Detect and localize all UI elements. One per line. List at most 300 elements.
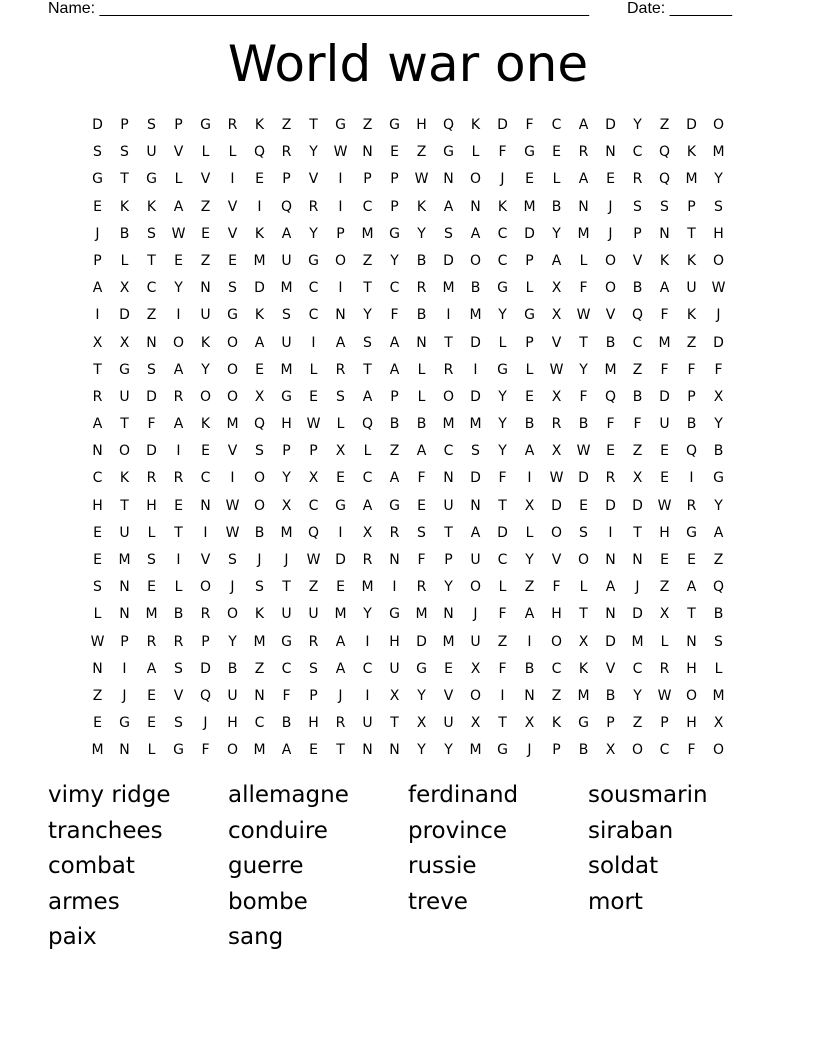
grid-letter: A [389, 470, 400, 487]
grid-letter: G [389, 225, 400, 242]
grid-letter: E [228, 252, 237, 269]
grid-letter: X [470, 660, 481, 677]
grid-letter: S [660, 198, 669, 215]
grid-letter: I [230, 171, 235, 188]
grid-letter: G [389, 606, 400, 623]
grid-letter: T [120, 171, 129, 188]
grid-letter: E [552, 144, 561, 161]
grid-letter: P [552, 742, 561, 759]
grid-letter: Y [525, 552, 534, 568]
grid-letter: A [470, 225, 481, 242]
grid-letter: W [576, 443, 591, 460]
grid-letter: D [335, 552, 346, 568]
grid-letter: Z [92, 687, 103, 704]
grid-letter: I [365, 633, 370, 650]
grid-letter: C [362, 470, 373, 487]
grid-letter: V [551, 334, 562, 351]
grid-letter: R [632, 171, 643, 188]
grid-letter: R [578, 144, 589, 161]
grid-letter: L [498, 334, 507, 351]
grid-letter: C [497, 552, 508, 568]
grid-letter: R [335, 715, 346, 732]
grid-letter: X [389, 687, 400, 704]
grid-letter: N [443, 171, 454, 188]
grid-letter: P [390, 171, 399, 188]
grid-letter: U [443, 497, 454, 514]
grid-letter: L [174, 171, 183, 188]
grid-letter: N [605, 606, 616, 623]
grid-letter: I [527, 633, 532, 650]
grid-letter: K [200, 416, 211, 433]
grid-letter: D [605, 117, 616, 133]
grid-letter: I [122, 660, 127, 677]
grid-letter: Y [714, 171, 723, 188]
grid-letter: W [225, 497, 240, 514]
grid-letter: T [363, 361, 372, 378]
grid-letter: E [93, 715, 102, 732]
grid-letter: B [470, 280, 481, 297]
grid-letter: S [228, 552, 237, 568]
grid-letter: N [92, 443, 103, 460]
grid-letter: V [173, 687, 184, 704]
grid-letter: N [524, 687, 535, 704]
grid-letter: Q [361, 416, 374, 433]
grid-letter: G [443, 144, 454, 161]
grid-letter: G [524, 144, 535, 161]
grid-letter: G [146, 171, 157, 188]
grid-letter: A [389, 361, 400, 378]
grid-letter: D [605, 633, 616, 650]
grid-letter: H [551, 606, 562, 623]
grid-letter: G [497, 361, 508, 378]
grid-letter: X [362, 524, 373, 541]
grid-letter: X [524, 715, 535, 732]
grid-letter: V [200, 171, 211, 188]
grid-letter: Q [712, 579, 725, 596]
grid-letter: L [525, 524, 534, 541]
grid-letter: B [605, 687, 616, 704]
grid-letter: L [201, 144, 210, 161]
grid-letter: N [389, 552, 400, 568]
grid-letter: U [119, 524, 130, 541]
grid-letter: V [227, 443, 238, 460]
grid-letter: A [470, 524, 481, 541]
word-list-item: treve [408, 888, 468, 915]
grid-letter: D [146, 388, 157, 405]
letter-grid [84, 112, 732, 765]
grid-letter: A [335, 633, 346, 650]
grid-letter: P [309, 687, 318, 704]
word-list [48, 778, 768, 956]
grid-letter: B [605, 334, 616, 351]
grid-letter: K [686, 252, 697, 269]
grid-letter: S [174, 715, 183, 732]
grid-letter: T [93, 361, 102, 378]
grid-letter: S [471, 443, 480, 460]
grid-letter: O [253, 497, 266, 514]
grid-letter: C [389, 280, 400, 297]
grid-letter: I [473, 361, 478, 378]
grid-letter: V [551, 552, 562, 568]
grid-letter: T [147, 252, 156, 269]
grid-letter: F [417, 552, 426, 568]
grid-letter: P [363, 171, 372, 188]
grid-letter: B [416, 252, 427, 269]
grid-letter: B [254, 524, 265, 541]
grid-letter: M [712, 687, 725, 704]
grid-letter: P [336, 225, 345, 242]
grid-letter: L [552, 171, 561, 188]
grid-letter: R [362, 552, 373, 568]
grid-letter: O [226, 361, 239, 378]
grid-letter: E [201, 225, 210, 242]
grid-letter: G [713, 470, 724, 487]
grid-letter: N [362, 144, 373, 161]
grid-letter: B [416, 416, 427, 433]
grid-letter: Y [498, 443, 507, 460]
grid-letter: K [578, 660, 589, 677]
grid-letter: N [632, 552, 643, 568]
grid-letter: Z [713, 552, 724, 568]
grid-letter: I [311, 334, 316, 351]
grid-letter: X [551, 280, 562, 297]
grid-letter: M [577, 225, 590, 242]
grid-letter: W [414, 171, 429, 188]
grid-letter: G [497, 742, 508, 759]
grid-letter: O [712, 117, 725, 133]
grid-letter: E [336, 470, 345, 487]
grid-letter: E [147, 579, 156, 596]
grid-letter: D [551, 497, 562, 514]
grid-letter: N [443, 606, 454, 623]
grid-letter: Y [633, 117, 642, 133]
grid-letter: S [579, 524, 588, 541]
grid-letter: K [416, 198, 427, 215]
grid-letter: H [92, 497, 103, 514]
grid-letter: Y [309, 144, 318, 161]
grid-letter: C [362, 198, 373, 215]
grid-letter: L [228, 144, 237, 161]
grid-letter: A [92, 280, 103, 297]
grid-letter: B [281, 715, 292, 732]
grid-letter: H [281, 416, 292, 433]
grid-letter: U [686, 280, 697, 297]
grid-letter: A [173, 416, 184, 433]
grid-letter: D [713, 334, 724, 351]
grid-letter: M [469, 307, 482, 324]
grid-letter: Z [659, 579, 670, 596]
grid-letter: Q [442, 117, 455, 133]
grid-letter: Y [444, 579, 453, 596]
grid-letter: I [176, 307, 181, 324]
grid-letter: O [685, 687, 698, 704]
grid-letter: G [524, 307, 535, 324]
grid-letter: R [416, 579, 427, 596]
grid-letter: D [659, 388, 670, 405]
grid-letter: J [284, 552, 289, 568]
grid-letter: S [147, 361, 156, 378]
grid-letter: O [604, 280, 617, 297]
grid-letter: M [631, 633, 644, 650]
grid-letter: U [443, 715, 454, 732]
grid-letter: D [632, 497, 643, 514]
grid-letter: D [578, 470, 589, 487]
grid-letter: S [336, 388, 345, 405]
grid-letter: A [551, 252, 562, 269]
grid-letter: D [686, 117, 697, 133]
grid-letter: E [579, 497, 588, 514]
grid-letter: M [253, 742, 266, 759]
grid-letter: F [498, 660, 507, 677]
grid-letter: I [365, 687, 370, 704]
grid-letter: V [200, 552, 211, 568]
grid-letter: T [120, 416, 129, 433]
grid-letter: G [497, 280, 508, 297]
word-list-item: combat [48, 853, 135, 880]
grid-letter: I [338, 280, 343, 297]
grid-letter: L [174, 579, 183, 596]
grid-letter: A [254, 334, 265, 351]
grid-letter: S [120, 144, 129, 161]
grid-letter: D [524, 225, 535, 242]
grid-letter: L [417, 361, 426, 378]
grid-letter: Z [200, 252, 211, 269]
word-list-item: mort [588, 888, 643, 915]
grid-letter: A [524, 443, 535, 460]
grid-letter: T [687, 225, 696, 242]
grid-letter: T [282, 579, 291, 596]
grid-letter: V [632, 252, 643, 269]
grid-letter: P [120, 633, 129, 650]
grid-letter: D [497, 117, 508, 133]
grid-letter: F [417, 470, 426, 487]
grid-letter: A [416, 443, 427, 460]
grid-letter: R [227, 117, 238, 133]
grid-letter: O [172, 334, 185, 351]
grid-letter: A [335, 334, 346, 351]
grid-letter: F [714, 361, 723, 378]
grid-letter: A [524, 606, 535, 623]
grid-letter: Z [362, 252, 373, 269]
grid-letter: U [119, 388, 130, 405]
grid-letter: R [416, 280, 427, 297]
grid-letter: C [308, 497, 319, 514]
grid-letter: G [200, 117, 211, 133]
grid-letter: Q [307, 524, 320, 541]
grid-letter: M [280, 524, 293, 541]
grid-letter: Q [631, 307, 644, 324]
grid-letter: Y [228, 633, 237, 650]
grid-letter: M [604, 361, 617, 378]
grid-letter: K [686, 144, 697, 161]
grid-letter: Z [632, 443, 643, 460]
grid-letter: N [200, 280, 211, 297]
grid-letter: K [551, 715, 562, 732]
grid-letter: I [608, 524, 613, 541]
grid-letter: W [657, 497, 672, 514]
grid-letter: M [658, 334, 671, 351]
grid-letter: Y [417, 687, 426, 704]
grid-letter: N [605, 552, 616, 568]
grid-letter: P [120, 117, 129, 133]
grid-letter: D [416, 633, 427, 650]
grid-letter: E [255, 361, 264, 378]
grid-letter: F [498, 606, 507, 623]
grid-letter: Q [253, 416, 266, 433]
grid-letter: D [605, 497, 616, 514]
grid-letter: O [712, 742, 725, 759]
grid-letter: M [226, 416, 239, 433]
grid-letter: F [579, 388, 588, 405]
grid-letter: C [659, 742, 670, 759]
grid-letter: L [579, 252, 588, 269]
grid-letter: Z [632, 715, 643, 732]
grid-letter: C [254, 715, 265, 732]
grid-letter: P [606, 715, 615, 732]
grid-letter: N [200, 497, 211, 514]
grid-letter: R [92, 388, 103, 405]
grid-letter: A [335, 660, 346, 677]
grid-letter: H [389, 633, 400, 650]
grid-letter: O [199, 579, 212, 596]
grid-letter: M [442, 633, 455, 650]
grid-letter: S [147, 117, 156, 133]
grid-letter: T [444, 524, 453, 541]
grid-letter: Z [389, 443, 400, 460]
grid-letter: O [550, 524, 563, 541]
grid-letter: N [119, 579, 130, 596]
word-list-item: tranchees [48, 817, 163, 844]
grid-letter: R [389, 524, 400, 541]
grid-letter: C [551, 117, 562, 133]
word-list-item: paix [48, 924, 97, 951]
grid-letter: O [550, 633, 563, 650]
grid-letter: K [200, 334, 211, 351]
grid-letter: J [527, 742, 532, 759]
grid-letter: F [660, 361, 669, 378]
grid-letter: B [632, 280, 643, 297]
grid-letter: U [200, 307, 211, 324]
grid-letter: G [416, 660, 427, 677]
grid-letter: A [281, 742, 292, 759]
grid-letter: J [95, 225, 100, 242]
grid-letter: U [146, 144, 157, 161]
grid-letter: U [281, 334, 292, 351]
grid-letter: H [227, 715, 238, 732]
grid-letter: V [443, 687, 454, 704]
grid-letter: D [470, 388, 481, 405]
grid-letter: Y [417, 742, 426, 759]
grid-letter: N [470, 198, 481, 215]
grid-letter: E [687, 552, 696, 568]
grid-letter: E [606, 443, 615, 460]
grid-letter: M [253, 252, 266, 269]
grid-letter: O [469, 579, 482, 596]
grid-letter: E [417, 497, 426, 514]
word-list-item: ferdinand [408, 782, 519, 808]
grid-letter: F [498, 144, 507, 161]
grid-letter: F [201, 742, 210, 759]
grid-letter: A [659, 280, 670, 297]
grid-letter: K [146, 198, 157, 215]
grid-letter: L [363, 443, 372, 460]
grid-letter: D [497, 524, 508, 541]
grid-letter: N [119, 606, 130, 623]
grid-letter: C [632, 660, 643, 677]
grid-letter: D [92, 117, 103, 133]
grid-letter: Y [363, 606, 372, 623]
grid-letter: J [122, 687, 127, 704]
grid-letter: B [524, 416, 535, 433]
grid-letter: A [362, 497, 373, 514]
grid-letter: X [308, 470, 319, 487]
grid-letter: A [578, 117, 589, 133]
grid-letter: Y [201, 361, 210, 378]
grid-letter: E [147, 687, 156, 704]
grid-letter: R [605, 470, 616, 487]
grid-letter: E [201, 443, 210, 460]
grid-letter: P [525, 252, 534, 269]
grid-letter: N [254, 687, 265, 704]
grid-letter: D [470, 470, 481, 487]
grid-letter: Q [280, 198, 293, 215]
grid-letter: W [171, 225, 186, 242]
grid-letter: T [174, 524, 183, 541]
grid-letter: G [119, 361, 130, 378]
grid-letter: O [577, 552, 590, 568]
grid-letter: M [685, 171, 698, 188]
grid-letter: N [119, 742, 130, 759]
grid-letter: U [470, 552, 481, 568]
grid-letter: X [605, 742, 616, 759]
grid-letter: F [579, 280, 588, 297]
grid-letter: P [444, 552, 453, 568]
grid-letter: J [338, 687, 343, 704]
grid-letter: O [334, 252, 347, 269]
grid-letter: I [230, 470, 235, 487]
grid-letter: M [118, 552, 131, 568]
grid-letter: W [711, 280, 726, 297]
grid-letter: N [389, 742, 400, 759]
grid-letter: Y [633, 687, 642, 704]
grid-letter: N [335, 307, 346, 324]
grid-letter: L [147, 524, 156, 541]
grid-letter: A [713, 524, 724, 541]
grid-letter: K [686, 307, 697, 324]
grid-letter: O [226, 606, 239, 623]
grid-letter: P [282, 171, 291, 188]
grid-letter: Z [254, 660, 265, 677]
grid-letter: T [390, 715, 399, 732]
grid-letter: E [336, 579, 345, 596]
grid-letter: A [173, 198, 184, 215]
grid-letter: A [686, 579, 697, 596]
grid-letter: J [203, 715, 208, 732]
grid-letter: R [173, 633, 184, 650]
grid-letter: S [417, 524, 426, 541]
grid-letter: E [525, 171, 534, 188]
grid-letter: X [92, 334, 103, 351]
grid-letter: M [91, 742, 104, 759]
grid-letter: T [336, 742, 345, 759]
grid-letter: A [92, 416, 103, 433]
grid-letter: S [363, 334, 372, 351]
grid-letter: O [442, 388, 455, 405]
grid-letter: X [335, 443, 346, 460]
grid-letter: K [254, 606, 265, 623]
grid-letter: R [146, 470, 157, 487]
grid-letter: Z [551, 687, 562, 704]
